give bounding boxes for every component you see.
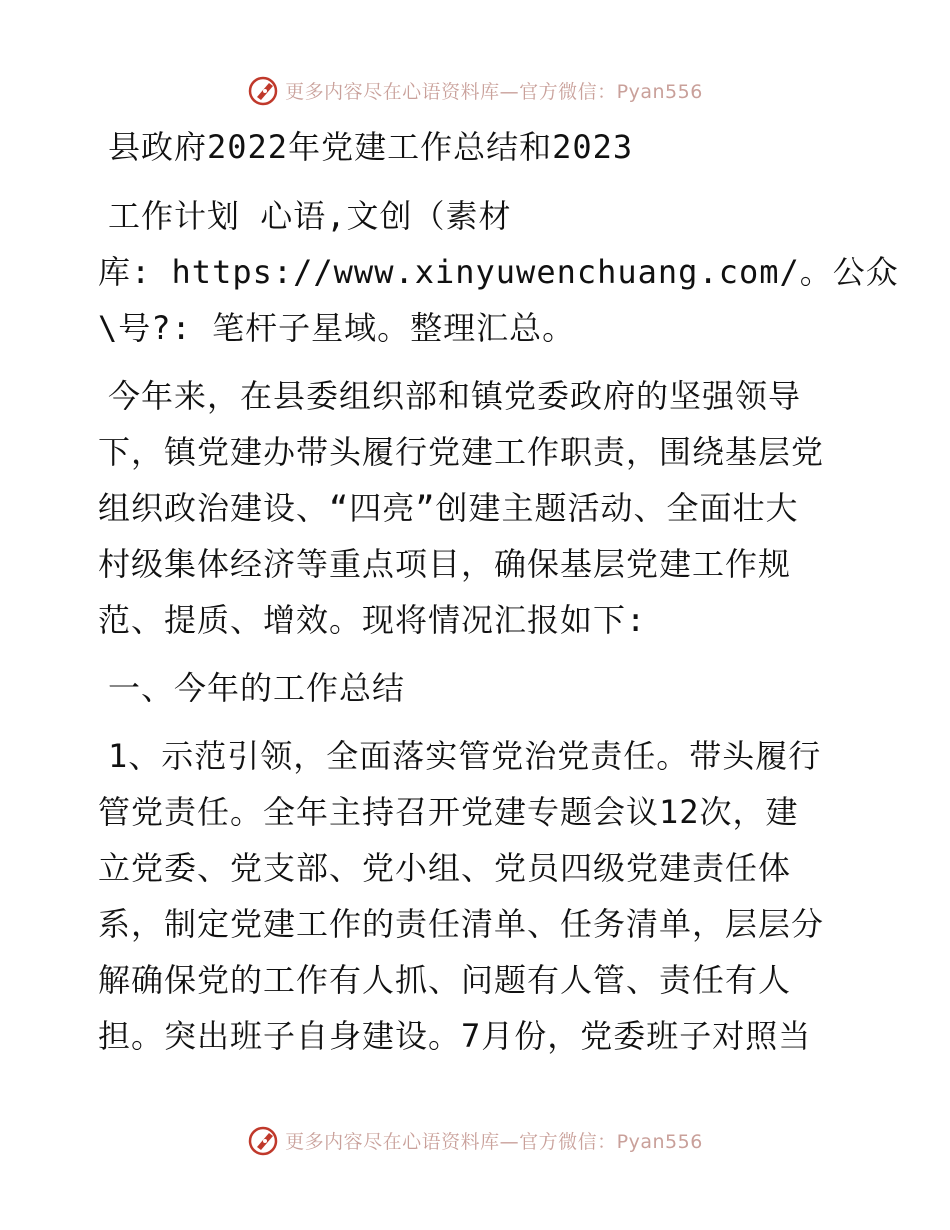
- watermark-text: 更多内容尽在心语资料库—官方微信：Pyan556: [285, 80, 703, 103]
- title-line-1: 县政府2022年党建工作总结和2023: [108, 128, 634, 166]
- pen-nib-circle-icon: [247, 1123, 281, 1157]
- intro-line-3: 组织政治建设、“四亮”创建主题活动、全面壮大: [98, 489, 799, 527]
- para1-line-6: 担。突出班子自身建设。7月份，党委班子对照当: [98, 1017, 812, 1055]
- title-line-4: \号?: 笔杆子星域。整理汇总。: [98, 309, 576, 347]
- intro-line-1: 今年来，在县委组织部和镇党委政府的坚强领导: [108, 377, 802, 415]
- pen-nib-circle-icon: [247, 73, 281, 107]
- title-line-2: 工作计划 心语,文创（素材: [108, 197, 512, 235]
- intro-line-2: 下，镇党建办带头履行党建工作职责，围绕基层党: [98, 433, 825, 471]
- watermark-banner-bottom: [0, 1120, 950, 1160]
- para1-line-2: 管党责任。全年主持召开党建专题会议12次，建: [98, 793, 799, 831]
- intro-line-4: 村级集体经济等重点项目，确保基层党建工作规: [98, 545, 792, 583]
- para1-line-1: 1、示范引领，全面落实管党治党责任。带头履行: [108, 737, 822, 775]
- para1-line-4: 系，制定党建工作的责任清单、任务清单，层层分: [98, 905, 825, 943]
- watermark-banner-top: [0, 70, 950, 110]
- section-heading: 一、今年的工作总结: [108, 669, 406, 707]
- document-body: [98, 118, 899, 1064]
- para1-line-3: 立党委、党支部、党小组、党员四级党建责任体: [98, 849, 792, 887]
- intro-line-5: 范、提质、增效。现将情况汇报如下:: [98, 601, 647, 639]
- para1-line-5: 解确保党的工作有人抓、问题有人管、责任有人: [98, 961, 792, 999]
- title-line-3: 库: https://www.xinyuwenchuang.com/。公众: [98, 253, 899, 291]
- watermark-text: 更多内容尽在心语资料库—官方微信：Pyan556: [285, 1130, 703, 1153]
